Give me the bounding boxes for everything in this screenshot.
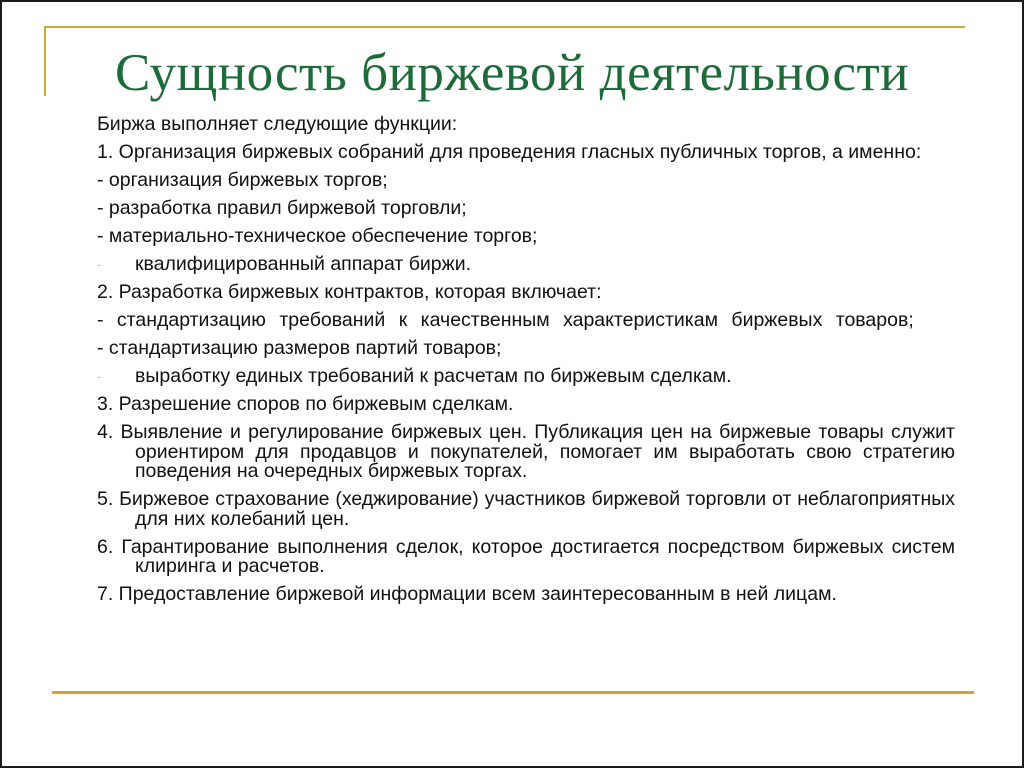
sub-item: - материально-техническое обеспечение торгов; (97, 225, 538, 247)
function-item-4: 4. Выявление и регулирование биржевых цен. Публикация цен на биржевые товары служит ориентиром для продавцов и покупателей, помогает им выработать свою стратегию поведения на очередных биржевых торгах. (97, 421, 955, 482)
bullet-item (97, 255, 955, 275)
function-item-7: 7. Предоставление биржевой информации всем заинтересованным в ней лицам. (97, 583, 837, 605)
function-item-5: 5. Биржевое страхование (хеджирование) участников биржевой торговли от неблагоприятных для них колебаний цен. (97, 488, 955, 530)
sub-item: - разработка правил биржевой торговли; (97, 197, 467, 219)
function-item-2: 2. Разработка биржевых контрактов, которая включает: (97, 281, 602, 303)
function-item-6: 6. Гарантирование выполнения сделок, которое достигается посредством биржевых систем клиринга и расчетов. (97, 535, 955, 577)
bullet-item (97, 367, 955, 387)
dash-bullet-icon: - (97, 256, 102, 272)
top-divider-line (44, 26, 965, 28)
bullet-item-text: квалифицированный аппарат биржи. (135, 253, 472, 275)
intro-paragraph: Биржа выполняет следующие функции: (97, 113, 458, 135)
function-item-3: 3. Разрешение споров по биржевым сделкам. (97, 393, 514, 415)
left-accent-line (44, 26, 46, 96)
dash-bullet-icon: - (97, 368, 102, 384)
sub-item: - стандартизацию требований к качественным характеристикам биржевых товаров; (97, 309, 914, 331)
bullet-item-text: выработку единых требований к расчетам по биржевым сделкам. (135, 365, 732, 387)
slide-title: Сущность биржевой деятельности (114, 44, 910, 102)
sub-item: - организация биржевых торгов; (97, 169, 388, 191)
slide-body (97, 115, 955, 613)
bottom-divider-line (52, 691, 974, 694)
function-item-1: 1. Организация биржевых собраний для проведения гласных публичных торгов, а именно: (97, 141, 922, 163)
sub-item: - стандартизацию размеров партий товаров; (97, 337, 502, 359)
